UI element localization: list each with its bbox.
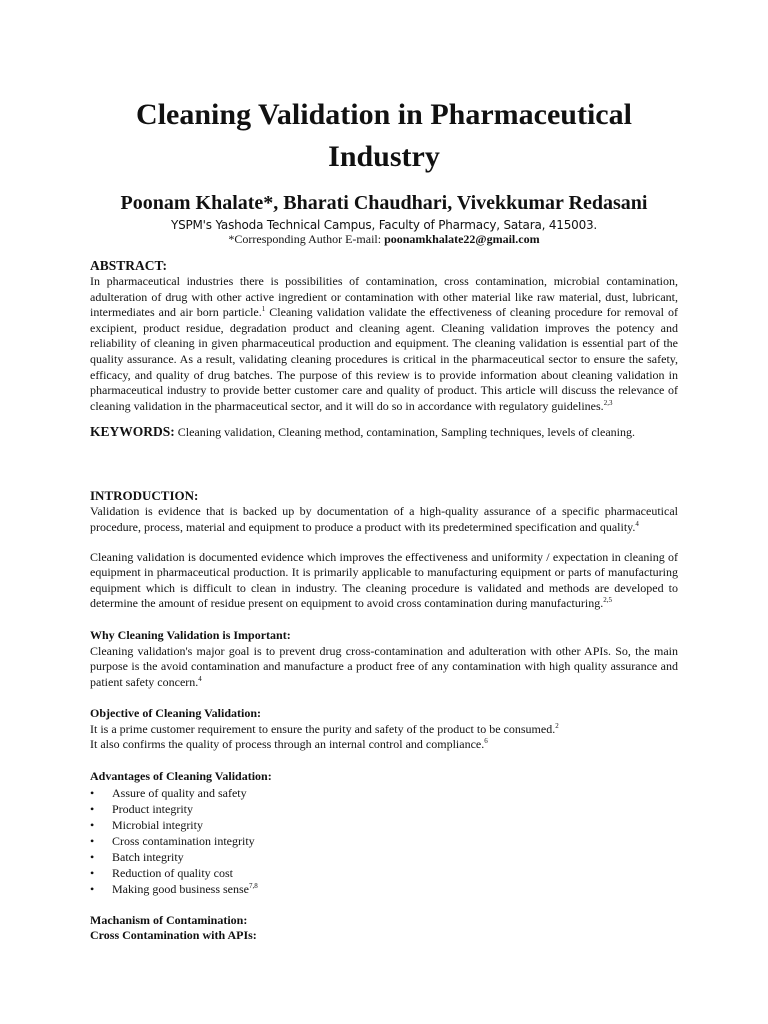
advantages-heading: Advantages of Cleaning Validation: [90, 769, 272, 784]
citation-ref: 2,3 [603, 398, 613, 407]
citation-ref: 2,5 [603, 596, 612, 605]
bullet-icon: • [90, 881, 95, 896]
list-item [90, 881, 678, 897]
mechanism-heading: Machanism of Contamination: [90, 912, 248, 927]
citation-ref: 7,8 [249, 881, 258, 890]
paragraph-text: It is a prime customer requirement to ensure the purity and safety of the product to be consumed. [90, 721, 556, 736]
abstract-text-part-1: In pharmaceutical industries there is possibilities of contamination, cross contamination, microbial contamination, adulteration of drug with other active ingredient or contamination with other material like raw material, dust, lubricant, intermediates and air born particle. [90, 274, 678, 320]
paragraph-text: It also confirms the quality of process through an internal control and compliance. [90, 737, 485, 752]
list-item-text: Batch integrity [112, 849, 184, 864]
list-item [90, 785, 678, 801]
bullet-icon: • [90, 833, 95, 848]
keywords-line [90, 424, 678, 440]
paragraph-text: Cleaning validation's major goal is to prevent drug cross-contamination and adulteration with other APIs. So, the main purpose is the avoid contamination and manufacture a product free of any contamination with high quality assurance and patient safety concern. [90, 643, 678, 689]
mechanism-subheading: Cross Contamination with APIs: [90, 928, 257, 943]
list-item-text: Making good business sense [112, 881, 249, 896]
list-item-text: Reduction of quality cost [112, 865, 233, 880]
paragraph-text: Validation is evidence that is backed up by documentation of a high-quality assurance of a specific pharmaceutical procedure, process, material and equipment to produce a product with its predetermined specification and quality. [90, 504, 678, 534]
introduction-paragraph-2 [90, 550, 678, 612]
corresponding-label: *Corresponding Author E-mail: [228, 232, 385, 246]
bullet-icon: • [90, 801, 95, 816]
list-item [90, 801, 678, 817]
list-item [90, 849, 678, 865]
bullet-icon: • [90, 865, 95, 880]
keywords-text: Cleaning validation, Cleaning method, contamination, Sampling techniques, levels of cleaning. [174, 425, 635, 440]
abstract-text-part-2: Cleaning validation validate the effectiveness of cleaning procedure for removal of excipient, product residue, degradation product and cleaning agent. Cleaning validation improves the potency and reliability of cleaning in given pharmaceutical production and equipment. The cleaning validation is essential part of the quality assurance. As a result, validating cleaning procedures is critical in the pharmaceutical sector to ensure the safety, efficacy, and quality of drug batches. The purpose of this review is to provide information about cleaning validation in pharmaceutical industry to provide better customer care and quality of product. This article will discuss the relevance of cleaning validation in the pharmaceutical sector, and it will do so in accordance with regulatory guidelines. [90, 305, 678, 413]
objective-heading: Objective of Cleaning Validation: [90, 706, 262, 721]
corresponding-email: poonamkhalate22@gmail.com [384, 232, 540, 246]
paper-title: Cleaning Validation in Pharmaceutical Industry [136, 98, 632, 173]
why-paragraph [90, 644, 678, 691]
list-item [90, 865, 678, 881]
list-item-text: Product integrity [112, 801, 193, 816]
citation-ref: 4 [635, 519, 639, 528]
abstract-text [90, 274, 678, 414]
objective-line-1 [90, 722, 678, 738]
bullet-icon: • [90, 849, 95, 864]
paragraph-text: Cleaning validation is documented evidence which improves the effectiveness and uniformity / expectation in cleaning of equipment in pharmaceutical production. It is primarily applicable to manufacturing equipment or parts of manufacturing equipment which is difficult to clean in industry. The cleaning procedure is validated and methods are developed to determine the amount of residue present on equipment to avoid cross contamination during manufacturing. [90, 549, 678, 611]
corresponding-author [90, 232, 678, 247]
citation-ref: 1 [261, 305, 266, 314]
abstract-heading: ABSTRACT: [90, 258, 168, 273]
citation-ref: 2 [555, 721, 559, 730]
citation-ref: 4 [198, 674, 202, 683]
list-item-text: Microbial integrity [112, 817, 203, 832]
list-item-text: Cross contamination integrity [112, 833, 255, 848]
affiliation: YSPM's Yashoda Technical Campus, Faculty of Pharmacy, Satara, 415003. [170, 218, 598, 232]
list-item [90, 833, 678, 849]
bullet-icon: • [90, 785, 95, 800]
keywords-label: KEYWORDS: [90, 424, 175, 440]
objective-line-2 [90, 737, 678, 753]
author-list: Poonam Khalate*, Bharati Chaudhari, Vivekkumar Redasani [120, 192, 648, 214]
list-item-text: Assure of quality and safety [112, 785, 247, 800]
citation-ref: 6 [484, 737, 488, 746]
advantages-list [90, 785, 678, 897]
list-item [90, 817, 678, 833]
introduction-heading: INTRODUCTION: [90, 488, 199, 504]
why-heading: Why Cleaning Validation is Important: [90, 627, 291, 642]
introduction-paragraph-1 [90, 504, 678, 535]
bullet-icon: • [90, 817, 95, 832]
